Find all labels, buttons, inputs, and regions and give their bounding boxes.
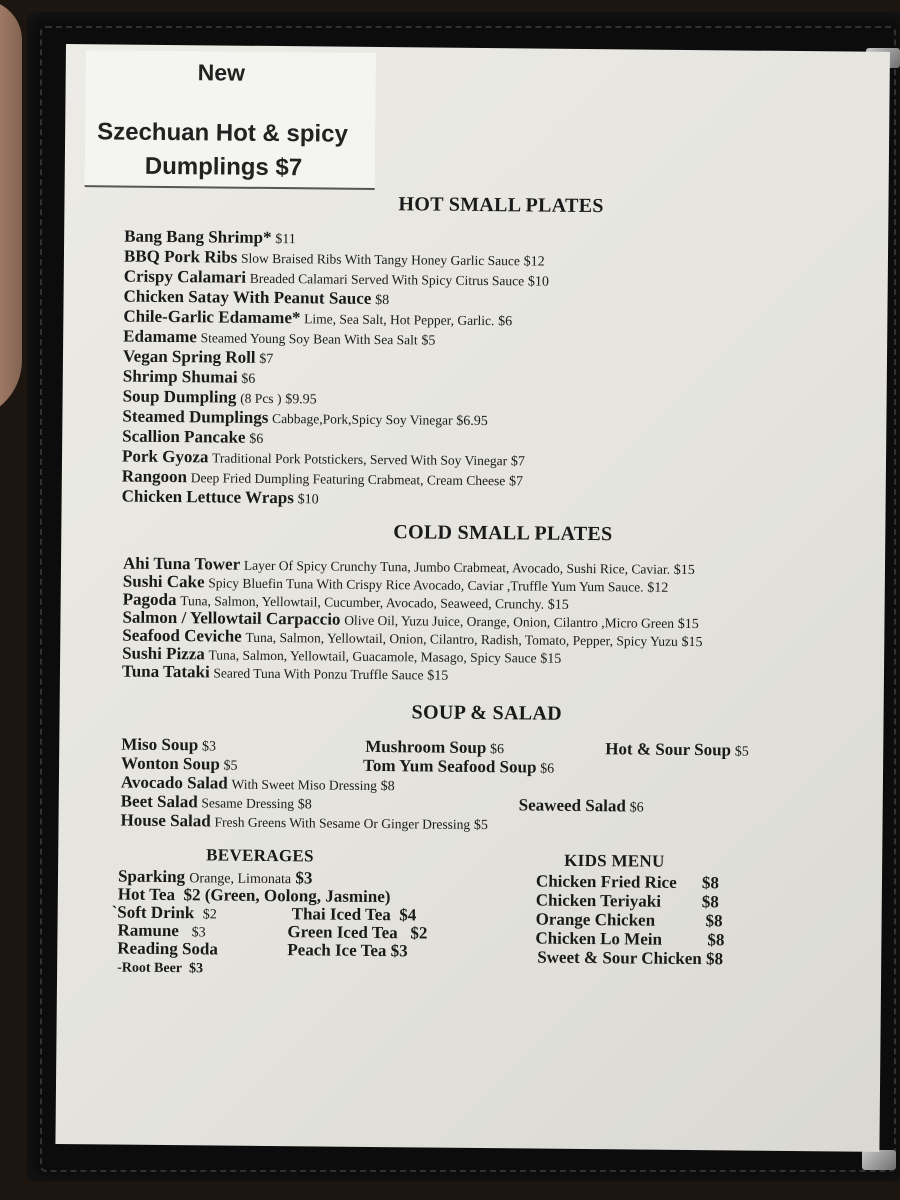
item-desc: Tuna, Salmon, Yellowtail, Onion, Cilantro, Radish, Tomato, Pepper, Spicy Yuzu: [245, 629, 678, 649]
item-name: Hot & Sour Soup: [605, 739, 732, 760]
section-title-hot: HOT SMALL PLATES: [398, 193, 604, 218]
item-name: Pork Gyoza: [121, 446, 209, 467]
item-price: $15: [677, 616, 699, 633]
notice-line-1: Szechuan Hot & spicy: [97, 118, 349, 148]
beverage-name: Ramune: [117, 920, 179, 941]
section-title-cold: COLD SMALL PLATES: [393, 521, 613, 546]
beverage-price: $4: [399, 905, 417, 925]
beverage-name: Sparking: [117, 866, 186, 887]
kids-item-price: $8: [707, 930, 725, 950]
item-name: Miso Soup: [121, 734, 199, 755]
item-desc: (8 Pcs ): [240, 390, 282, 407]
item-name: House Salad: [120, 810, 211, 831]
kids-item: [535, 871, 720, 893]
item-desc: With Sweet Miso Dressing: [231, 776, 377, 794]
menu-item: [120, 811, 488, 837]
item-desc: Tuna, Salmon, Yellowtail, Guacamole, Masago, Spicy Sauce: [208, 647, 537, 666]
item-name: Crispy Calamari: [123, 266, 247, 287]
item-price: $6: [629, 800, 644, 816]
item-desc: Deep Fried Dumpling Featuring Crabmeat, Cream Cheese: [190, 470, 506, 489]
holding-finger: [0, 0, 22, 420]
item-desc: Sesame Dressing: [201, 795, 295, 812]
menu-item: [122, 662, 449, 687]
item-desc: Spicy Bluefin Tuna With Crispy Rice Avocado, Caviar ,Truffle Yum Yum Sauce.: [208, 575, 644, 595]
item-price: $7: [510, 454, 526, 470]
item-price: $12: [523, 254, 545, 270]
new-item-notice: [85, 50, 376, 190]
item-name: Sushi Cake: [122, 571, 205, 592]
item-price: $11: [275, 232, 296, 248]
item-desc: Slow Braised Ribs With Tangy Honey Garlic Sauce: [240, 250, 520, 269]
notice-line-2: Dumplings $7: [144, 152, 303, 182]
item-name: Steamed Dumplings: [122, 406, 269, 427]
item-price: $8: [297, 797, 312, 813]
beverage-detail: Orange, Limonata: [189, 871, 292, 888]
notice-new-label: New: [197, 59, 246, 86]
item-name: Scallion Pancake: [122, 426, 246, 447]
beverage-price: $2: [202, 907, 217, 923]
item-name: Chicken Lettuce Wraps: [121, 486, 294, 508]
item-price: $15: [681, 634, 703, 651]
beverage-name: Reading Soda: [117, 938, 219, 959]
item-name: Bang Bang Shrimp*: [124, 226, 272, 247]
item-desc: Traditional Pork Potstickers, Served With Soy Vinegar: [212, 450, 508, 469]
beverage-name: `Soft Drink: [111, 902, 195, 923]
beverage-name: Hot Tea: [117, 884, 176, 905]
item-name: Rangoon: [121, 466, 188, 487]
item-name: Wonton Soup: [121, 753, 220, 774]
menu-item: [122, 487, 319, 511]
item-desc: Breaded Calamari Served With Spicy Citrus Sauce: [249, 270, 525, 289]
item-price: $8: [375, 292, 390, 309]
section-title-kids: KIDS MENU: [564, 850, 665, 871]
item-price: $7: [259, 351, 274, 368]
menu-item: [605, 739, 749, 762]
item-price: $6: [490, 742, 505, 758]
item-price: $5: [421, 333, 436, 349]
item-desc: Seared Tuna With Ponzu Truffle Sauce: [213, 665, 424, 683]
kids-item-name: Sweet & Sour Chicken: [537, 947, 702, 969]
beverage-item: [117, 939, 218, 960]
kids-item-name: Chicken Fried Rice: [535, 871, 677, 892]
beverage-name: Green Iced Tea: [287, 922, 398, 943]
item-name: Avocado Salad: [120, 772, 228, 793]
item-desc: Layer Of Spicy Crunchy Tuna, Jumbo Crabmeat, Avocado, Sushi Rice, Caviar.: [243, 557, 671, 577]
item-price: $6: [498, 314, 513, 330]
item-desc: Fresh Greens With Sesame Or Ginger Dressing: [214, 814, 471, 832]
item-desc: Steamed Young Soy Bean With Sea Salt: [200, 330, 418, 348]
item-name: Seaweed Salad: [518, 795, 627, 816]
beverage-price: $3: [295, 868, 313, 888]
item-price: $5: [473, 817, 488, 834]
item-name: Edamame: [123, 326, 197, 347]
item-price: $6.95: [456, 413, 488, 430]
item-name: Soup Dumpling: [122, 386, 237, 407]
kids-item-price: $8: [705, 949, 724, 969]
kids-item-price: $8: [705, 911, 723, 931]
kids-item-name: Orange Chicken: [535, 909, 656, 930]
item-price: $6: [540, 761, 555, 777]
item-desc: Cabbage,Pork,Spicy Soy Vinegar: [272, 410, 453, 428]
item-price: $9.95: [285, 392, 317, 408]
item-price: $15: [547, 597, 569, 613]
kids-item-price: $8: [701, 892, 719, 912]
item-price: $5: [734, 744, 749, 760]
item-name: Mushroom Soup: [365, 736, 487, 758]
item-name: Tuna Tataki: [121, 661, 210, 682]
kids-item-price: $8: [701, 873, 720, 893]
item-price: $5: [223, 758, 238, 774]
menu-page: [55, 44, 890, 1152]
item-name: Chicken Satay With Peanut Sauce: [123, 286, 372, 308]
kids-item-name: Chicken Lo Mein: [535, 928, 663, 949]
item-price: $7: [508, 474, 524, 490]
item-name: Salmon / Yellowtail Carpaccio: [122, 607, 341, 629]
kids-item: [537, 948, 723, 970]
beverage-price: $3: [191, 925, 206, 941]
item-price: $15: [673, 562, 695, 579]
item-name: Beet Salad: [120, 791, 198, 812]
beverage-item: [287, 940, 408, 961]
item-name: Sushi Pizza: [122, 643, 205, 664]
item-price: $10: [297, 492, 319, 508]
item-price: $10: [527, 274, 549, 290]
item-price: $15: [540, 651, 562, 667]
item-price: $6: [249, 431, 264, 447]
beverage-price: $3: [188, 961, 204, 977]
item-price: $3: [201, 739, 217, 755]
item-name: Pagoda: [122, 589, 177, 610]
beverage-name: Peach Ice Tea: [287, 940, 387, 961]
beverage-name: -Root Beer: [117, 960, 183, 977]
item-name: BBQ Pork Ribs: [123, 246, 238, 267]
kids-item: [535, 909, 723, 931]
beverage-price: $2: [410, 923, 428, 943]
item-price: $12: [647, 580, 669, 596]
item-desc: Olive Oil, Yuzu Juice, Orange, Onion, Cilantro ,Micro Green: [344, 612, 675, 631]
kids-item: [535, 928, 725, 950]
beverage-name: Thai Iced Tea: [291, 904, 391, 925]
item-name: Tom Yum Seafood Soup: [362, 755, 537, 777]
item-price: $8: [380, 779, 395, 795]
kids-item: [535, 890, 719, 912]
item-price: $6: [241, 371, 256, 387]
item-name: Vegan Spring Roll: [122, 346, 256, 367]
binder-corner-bottom: [862, 1150, 896, 1170]
item-desc: Tuna, Salmon, Yellowtail, Cucumber, Avocado, Seaweed, Crunchy.: [180, 593, 545, 612]
beverage-item: [117, 959, 203, 980]
item-name: Chile-Garlic Edamame*: [123, 306, 301, 328]
item-name: Seafood Ceviche: [122, 625, 242, 646]
item-desc: Lime, Sea Salt, Hot Pepper, Garlic.: [304, 311, 495, 329]
menu-item: [519, 795, 644, 818]
section-title-beverages: BEVERAGES: [206, 845, 314, 866]
item-price: $15: [427, 668, 449, 684]
item-name: Ahi Tuna Tower: [122, 553, 241, 574]
kids-item-name: Chicken Teriyaki: [535, 890, 662, 911]
beverage-price: $2 (Green, Oolong, Jasmine): [183, 885, 391, 907]
section-title-soup: SOUP & SALAD: [411, 701, 562, 725]
item-name: Shrimp Shumai: [122, 366, 238, 387]
beverage-price: $3: [390, 941, 408, 961]
